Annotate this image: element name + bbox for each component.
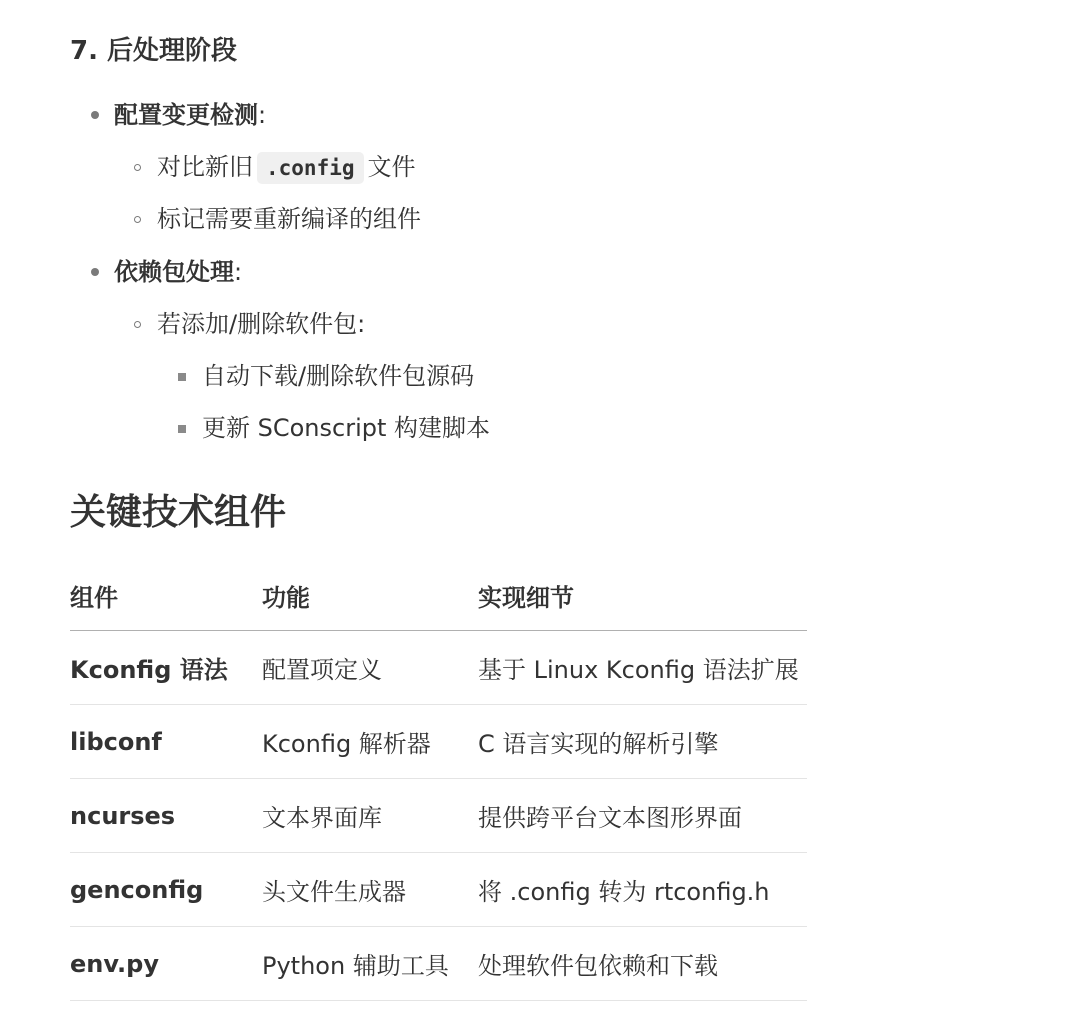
table-row [70,853,807,927]
column-header-function: 功能 [262,560,478,631]
components-table [70,560,807,1001]
bullet-square-icon [178,425,186,433]
list-item-separator: : [234,258,243,286]
list-item-separator: : [258,101,267,129]
cell-function: 头文件生成器 [262,853,478,927]
cell-details: C 语言实现的解析引擎 [478,705,807,779]
cell-component: ncurses [70,779,262,853]
list-item-mark-recompile [157,203,421,235]
cell-details: 将 .config 转为 rtconfig.h [478,853,807,927]
cell-details: 基于 Linux Kconfig 语法扩展 [478,631,807,705]
cell-details: 提供跨平台文本图形界面 [478,779,807,853]
list-item-text: 自动下载/删除软件包源码 [202,362,475,390]
list-item-text: 更新 SConscript 构建脚本 [202,414,491,442]
table-row [70,927,807,1001]
cell-component: env.py [70,927,262,1001]
components-title: 关键技术组件 [70,492,287,533]
list-item-dependency [114,256,242,288]
cell-component: Kconfig 语法 [70,631,262,705]
list-item-text: 标记需要重新编译的组件 [157,205,421,233]
list-item-text: 对比新旧 [157,153,253,181]
list-item-label: 配置变更检测 [114,101,258,129]
cell-component: genconfig [70,853,262,927]
inline-code: .config [257,152,364,184]
cell-function: Kconfig 解析器 [262,705,478,779]
column-header-component: 组件 [70,560,262,631]
table-row [70,779,807,853]
list-item-text: 若添加/删除软件包: [157,310,366,338]
table-header-row [70,560,807,631]
list-item-compare-config [157,151,416,184]
bullet-circle-icon [134,321,141,328]
cell-function: 文本界面库 [262,779,478,853]
bullet-disc-icon [91,268,99,276]
cell-function: Python 辅助工具 [262,927,478,1001]
bullet-square-icon [178,373,186,381]
bullet-circle-icon [134,216,141,223]
bullet-disc-icon [91,111,99,119]
list-item-auto-download [202,360,474,392]
cell-function: 配置项定义 [262,631,478,705]
list-item-label: 依赖包处理 [114,258,234,286]
table-row [70,705,807,779]
table-row [70,631,807,705]
cell-details: 处理软件包依赖和下载 [478,927,807,1001]
list-item-update-sconscript [202,412,490,444]
column-header-details: 实现细节 [478,560,807,631]
section-heading: 7. 后处理阶段 [70,36,238,66]
list-item-add-remove-package [157,308,365,340]
list-item-text: 文件 [367,153,416,181]
cell-component: libconf [70,705,262,779]
bullet-circle-icon [134,164,141,171]
list-item-config-change [114,99,266,131]
